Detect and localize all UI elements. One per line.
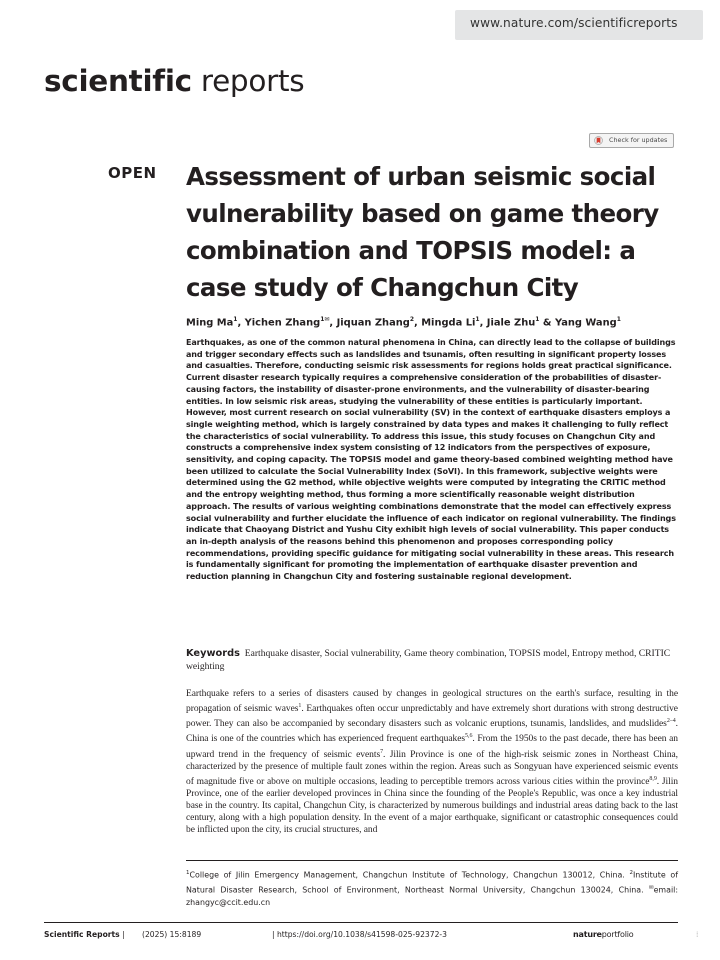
author-affil: 1 xyxy=(475,316,480,323)
check-updates-label: Check for updates xyxy=(609,136,668,144)
citation-ref[interactable]: 2–4 xyxy=(666,718,676,725)
citation-ref[interactable]: 7 xyxy=(380,748,384,755)
author-affil: 2 xyxy=(409,316,415,323)
citation-ref[interactable]: 5,6 xyxy=(465,733,473,740)
publisher-logo: natureportfolio xyxy=(573,930,634,939)
open-access-label: OPEN xyxy=(108,164,157,182)
corresponding-email[interactable]: email: zhangyc@ccit.edu.cn xyxy=(186,885,678,907)
author-name[interactable]: Jiale Zhu xyxy=(486,317,536,329)
logo-bold: scientific xyxy=(44,64,192,98)
keywords-heading: Keywords xyxy=(186,648,240,659)
abstract: Earthquakes, as one of the common natural phenomena in China, can directly lead to the collapse of buildings and trigger secondary effects such as landslides and tsunamis, often resulting in significant property losses and casualties. Therefore, conducting seismic risk assessments for regions holds great practical significance. Current disaster research typically requires a comprehensive consideration of the probabilities of disaster-causing factors, the instability of disaster-prone environments, and the vulnerability of disaster-bearing entities. In low seismic risk areas, studying the vulnerability of these entities is particularly important. However, most current research on social vulnerability (SV) in the context of earthquake disasters employs a single weighting method, which is largely constrained by data types and makes it challenging to fully reflect the characteristics of social vulnerability. To address this issue, this study focuses on Changchun City and constructs a comprehensive index system consisting of 12 indicators from the perspectives of exposure, sensitivity, and coping capacity. The TOPSIS model and game theory-based combined weighting method have been utilized to calculate the Social Vulnerability Index (SoVI). In this framework, subjective weights were determined using the G2 method, while objective weights were computed by integrating the CRITIC method and the entropy weighting method, thus forming a more scientifically reasonable weight distribution approach. The results of various weighting combinations demonstrate that the model can effectively express social vulnerability and further elucidate the influence of each indicator on regional vulnerability. The findings indicate that Chaoyang District and Yushu City exhibit high levels of social vulnerability. This paper conducts an in-depth analysis of the reasons behind this phenomenon and proposes corresponding policy recommendations, providing specific guidance for mitigating social vulnerability in these areas. This research is fundamentally significant for promoting the implementation of earthquake disaster prevention and reduction planning in Changchun City and fostering sustainable regional development. xyxy=(186,338,676,582)
body-paragraph: Earthquake refers to a series of disasters caused by changes in geological structures on the earth's surface, resulting in the propagation of seismic waves$^1$. Earthquakes often occur unpredictably and have extremely short durations with strong destructive power. They can also be accompanied by secondary disasters such as volcanic eruptions, tsunamis, landslides, and mudslides$^{2-4}$. China is one of the countries which has experienced frequent earthquakes$^{5,6}$. From the 1950s to the past decade, there has been an upward trend in the frequency of seismic events$^7$. Jilin Province is one of the high-risk seismic zones in Northeast China, characterized by the presence of multiple fault zones within the region. Areas such as Songyuan have experienced seismic events of magnitude five or above on multiple occasions, leading to perceptible tremors across various cities within the province$^{8,9}$. Jilin Province, one of the earlier developed provinces in China since the founding of the People's Republic, was once a key industrial base in the country. Its capital, Changchun City, is characterized by numerous buildings and industrial areas dating back to the last century, along with a high population density. In the event of a major earthquake, significant or catastrophic consequences could be inflicted upon the city, its crucial structures, and xyxy=(186,689,679,836)
page-marker: ⁞ xyxy=(696,930,699,939)
check-for-updates-button[interactable] xyxy=(589,133,674,148)
keywords-list: Earthquake disaster, Social vulnerability, Game theory combination, TOPSIS model, Entropy method, CRITIC weighting xyxy=(186,648,671,672)
footer-journal: Scientific Reports | xyxy=(44,930,125,939)
journal-url[interactable]: www.nature.com/scientificreports xyxy=(470,16,678,30)
author-name[interactable]: Ming Ma xyxy=(186,317,234,329)
affiliations: $^1$College of Jilin Emergency Management, Changchun Institute of Technology, Changchun 130012, China. $^2$Institute of Natural Disaster Research, School of Environment, Northeast Normal University, Changchun 130024, China. ✉email: zhangyc@ccit.edu.cn xyxy=(186,870,678,907)
citation-ref[interactable]: 8,9 xyxy=(649,775,657,782)
check-updates-icon xyxy=(594,136,603,145)
email-icon: ✉ xyxy=(648,884,654,891)
author-name[interactable]: Mingda Li xyxy=(421,317,476,329)
journal-logo xyxy=(44,64,304,98)
author-affil: 1 xyxy=(616,316,621,323)
author-affil: 1✉ xyxy=(320,316,330,323)
author-affil: 1 xyxy=(233,316,238,323)
keywords xyxy=(186,648,678,673)
author-name[interactable]: Yichen Zhang xyxy=(244,317,321,329)
footer-divider xyxy=(44,922,678,923)
affiliation-divider xyxy=(186,860,678,861)
author-name[interactable]: Jiquan Zhang xyxy=(336,317,410,329)
citation-ref[interactable]: 1 xyxy=(298,703,302,710)
footer-doi[interactable]: | https://doi.org/10.1038/s41598-025-92372-3 xyxy=(272,930,447,939)
logo-light: reports xyxy=(200,64,305,98)
author-affil: 1 xyxy=(535,316,540,323)
author-list: Ming Ma$^1$, Yichen Zhang$^{1✉}$, Jiquan Zhang$^2$, Mingda Li$^1$, Jiale Zhu$^1$ & Yang Wang$^1$ xyxy=(186,316,621,329)
author-name[interactable]: Yang Wang xyxy=(554,317,617,329)
footer-citation: (2025) 15:8189 xyxy=(142,930,202,939)
article-title: Assessment of urban seismic social vulnerability based on game theory combination and TOPSIS model: a case study of Changchun City xyxy=(186,162,659,302)
